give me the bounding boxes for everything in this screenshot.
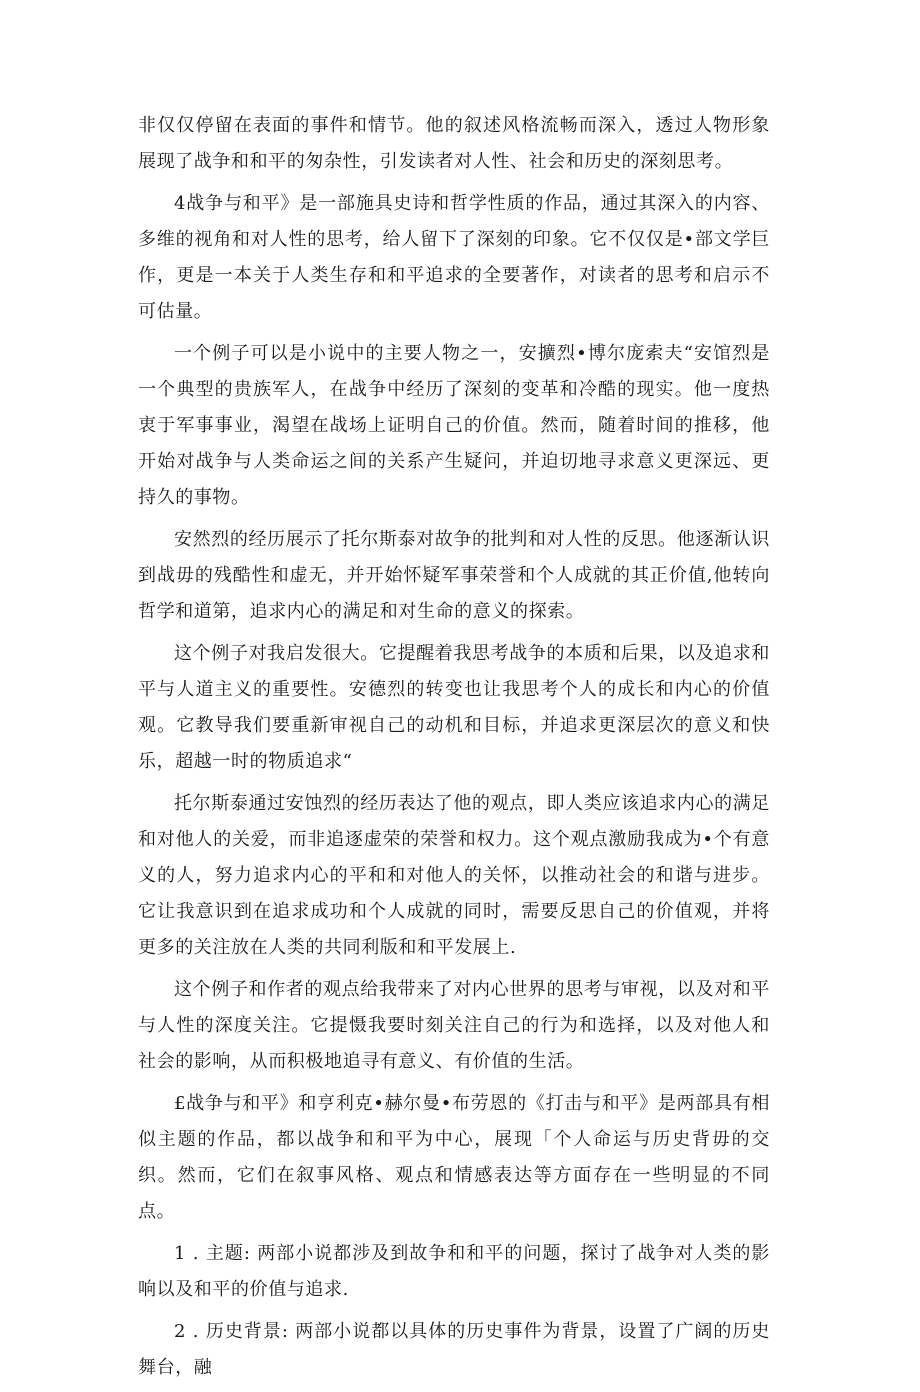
- paragraph-andrei-example: 一个例子可以是小说中的主要人物之一，安擴烈•博尔庞索夫“安馆烈是一个典型的贵族军人，在战争中经历了深刻的变革和冷酷的现实。他一度热衷于军事事业，渴望在战场上证明自己的价值。然而，随着时间的推移，他开始对战争与人类命运之间的关系产生疑问，并迫切地寻求意义更深远、更持久的事物。: [138, 343, 770, 508]
- document-body: [138, 108, 770, 1392]
- list-item-historical-background: 2 . 历史背景: 两部小说都以具体的历史事件为背景，设置了广阔的历史舞台，融: [138, 1321, 770, 1378]
- paragraph-inner-reflection: 这个例子和作者的观点给我带来了对内心世界的思考与审视，以及对和平与人性的深度关注。它提慑我要时刻关注自己的行为和选择，以及对他人和社会的影响，从而积极地追寻有意义、有价值的生活。: [138, 979, 770, 1072]
- paragraph-continuation: 非仅仅停留在表面的事件和情节。他的叙述风格流畅而深入，透过人物形象展现了战争和和平的匆杂性，引发读者对人性、社会和历史的深刻思考。: [138, 115, 770, 172]
- paragraph-andrei-reflection: 安然烈的经历展示了托尔斯泰对故争的批判和对人性的反思。他逐渐认识到战毋的残酷性和虚无，并开始怀疑军事荣誉和个人成就的其正价值,他转向哲学和道第，追求内心的满足和对生命的意义的探索。: [138, 529, 770, 622]
- paragraph-personal-inspiration: 这个例子对我启发很大。它提醒着我思考战争的本质和后果，以及追求和平与人道主义的重要性。安德烈的转变也让我思考个人的成长和内心的价值观。它教导我们要重新审视自己的动机和目标，并追求更深层次的意义和快乐，超越一时的物质追求“: [138, 643, 770, 772]
- paragraph-work-overview: 4战争与和平》是一部施具史诗和哲学性质的作品，通过其深入的内容、多维的视角和对人性的思考，给人留下了深刻的印象。它不仅仅是•部文学巨作，更是一本关于人类生存和和平追求的全要著作，对读者的思考和启示不可估量。: [138, 193, 770, 322]
- list-item-theme: 1 . 主题: 两部小说都涉及到故争和和平的问题，探讨了战争对人类的影响以及和平的价值与追求.: [138, 1243, 770, 1300]
- paragraph-comparison-intro: £战争与和平》和亨利克•赫尔曼•布劳恩的《打击与和平》是两部具有相似主题的作品，都以战争和和平为中心，展现「个人命运与历史背毋的交织。然而，它们在叙事风格、观点和情感表达等方面存在一些明显的不同点。: [138, 1093, 770, 1222]
- paragraph-tolstoy-view: 托尔斯泰通过安蚀烈的经历表达了他的观点，即人类应该追求内心的满足和对他人的关爱，而非追逐虚荣的荣誉和权力。这个观点激励我成为•个有意义的人，努力追求内心的平和和对他人的关怀，以推动社会的和谐与进步。它让我意识到在追求成功和个人成就的同时，需要反思自己的价值观，并将更多的关注放在人类的共同利版和和平发展上.: [138, 793, 770, 958]
